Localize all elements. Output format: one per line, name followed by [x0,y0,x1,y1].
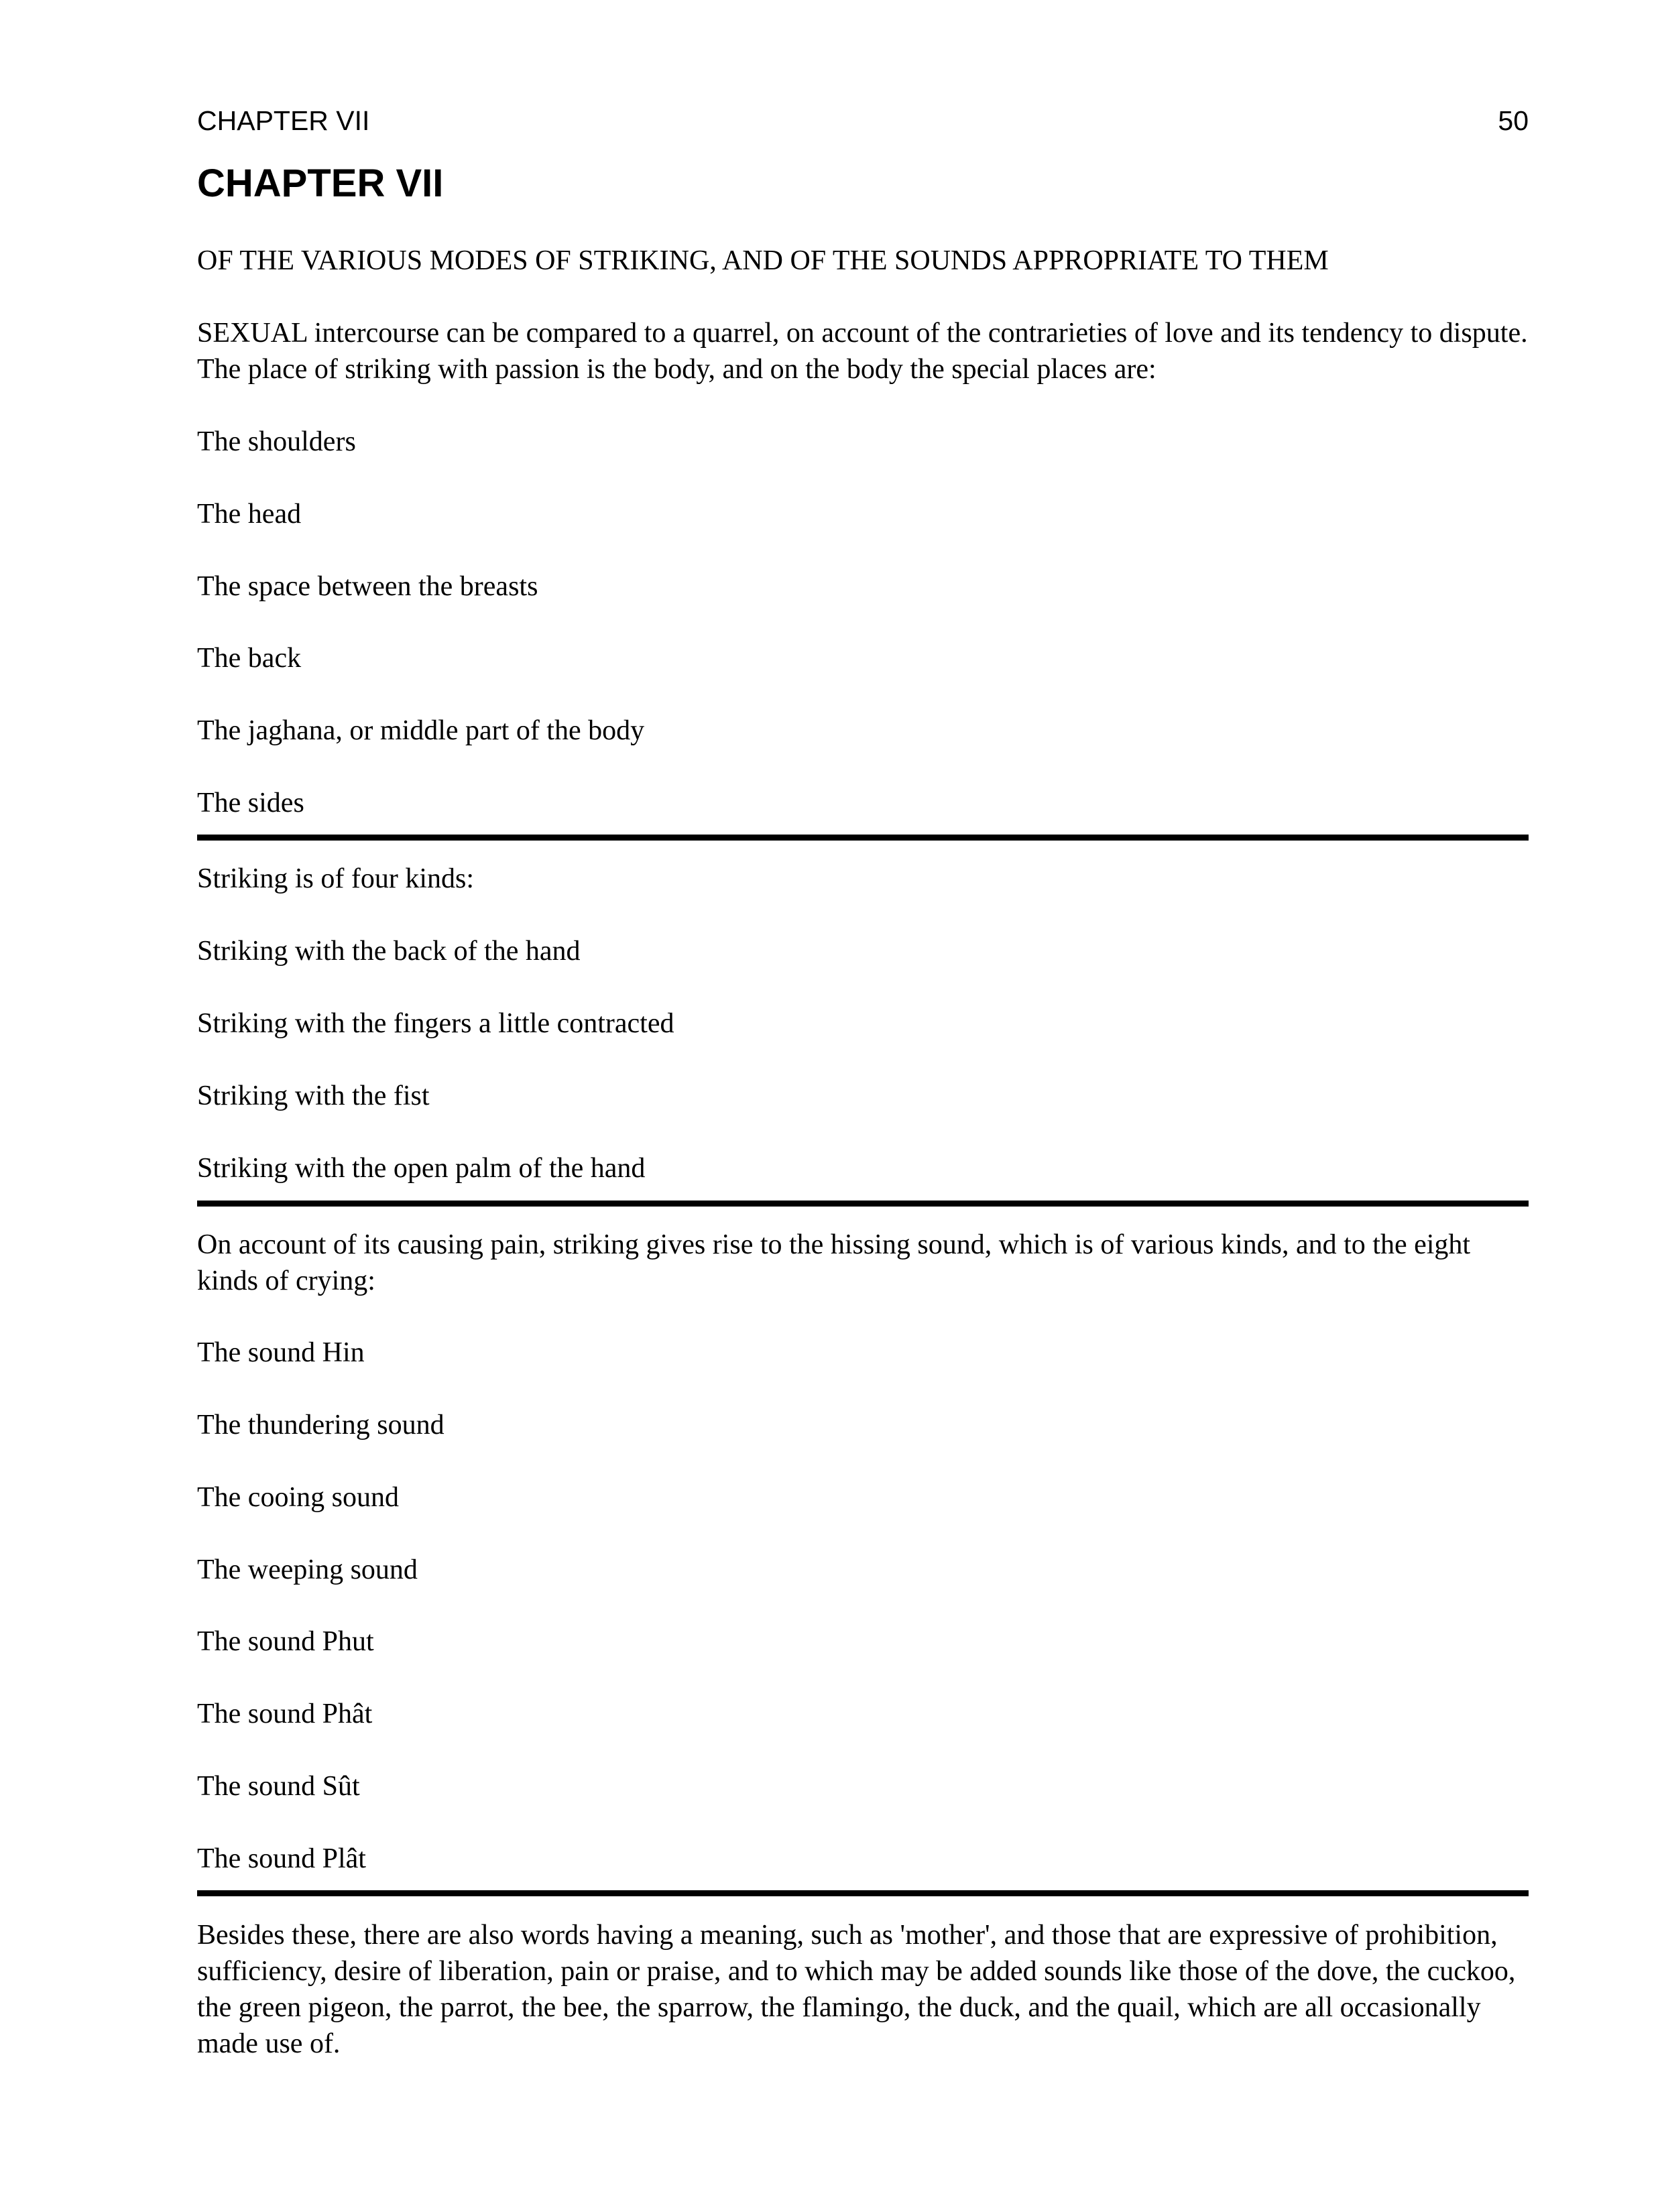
list-item: The back [197,643,302,674]
chapter-subtitle: OF THE VARIOUS MODES OF STRIKING, AND OF THE SOUNDS APPROPRIATE TO THEM [197,245,1329,276]
closing-paragraph: Besides these, there are also words having a meaning, such as 'mother', and those that are expressive of prohibition, sufficiency, desire of liberation, pain or praise, and to which may be added sounds like those of the dove, the cuckoo, the green pigeon, the parrot, the bee, the sparrow, the flamingo, the duck, and the quail, which are all occasionally made use of. [197,1920,1516,2059]
list-item: The sound Plât [197,1843,366,1874]
list-item: The jaghana, or middle part of the body [197,715,645,746]
list-item: The shoulders [197,426,356,457]
list-item: Striking with the fist [197,1081,430,1111]
section-divider [197,1201,1529,1207]
list-item: The sound Phut [197,1626,374,1657]
list-item: Striking with the back of the hand [197,936,581,967]
running-header [197,101,1529,141]
list-item: The sound Sût [197,1771,360,1802]
section3-intro: On account of its causing pain, striking gives rise to the hissing sound, which is of various kinds, and to the eight kinds of crying: [197,1229,1471,1296]
chapter-title: CHAPTER VII [197,162,444,205]
section-divider [197,1890,1529,1896]
document-page [197,0,1529,2212]
list-item: The space between the breasts [197,571,538,602]
section2-intro: Striking is of four kinds: [197,863,475,894]
section-divider [197,835,1529,841]
list-item: The sound Phât [197,1699,373,1729]
list-item: The weeping sound [197,1554,418,1585]
running-title: CHAPTER VII [197,105,370,136]
list-item: Striking with the fingers a little contracted [197,1008,674,1039]
list-item: The thundering sound [197,1410,444,1440]
list-item: The cooing sound [197,1482,399,1513]
list-item: The sides [197,788,304,818]
section1-intro: SEXUAL intercourse can be compared to a quarrel, on account of the contrarieties of love and its tendency to dispute. The place of striking with passion is the body, and on the body the special places are: [197,318,1528,385]
list-item: The sound Hin [197,1337,365,1368]
list-item: The head [197,499,302,530]
page-number: 50 [1498,105,1529,136]
list-item: Striking with the open palm of the hand [197,1153,646,1184]
